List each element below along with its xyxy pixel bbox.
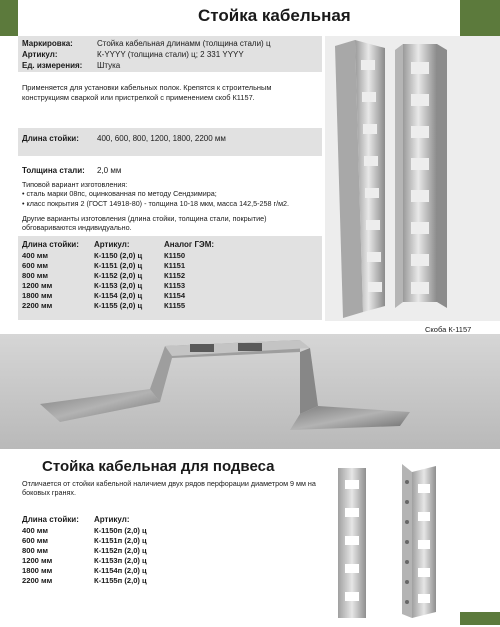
bracket-photo xyxy=(0,334,500,449)
cell-article: К-1150п (2,0) ц xyxy=(94,525,147,535)
table-row xyxy=(22,270,224,280)
cell-article: К-1154 (2,0) ц xyxy=(94,290,143,300)
cell-article: К-1153п (2,0) ц xyxy=(94,555,147,565)
spec-key-article: Артикул: xyxy=(22,50,58,59)
other-variants-text: Другие варианты изготовления (длина стойки, толщина стали, покрытие) обговариваются индивидуально. xyxy=(22,214,267,233)
cell-analog: К1151 xyxy=(164,260,186,270)
cell-length: 800 мм xyxy=(22,270,49,280)
cell-analog: К1153 xyxy=(164,280,186,290)
spec-key-unit: Ед. измерения: xyxy=(22,61,83,70)
cell-article: К-1153 (2,0) ц xyxy=(94,280,143,290)
page-title: Стойка кабельная xyxy=(198,6,351,25)
corner-accent-bottom xyxy=(460,612,500,625)
table-row xyxy=(22,250,224,260)
col-header-article: Артикул: xyxy=(94,240,130,249)
section2-description: Отличается от стойки кабельной наличием двух рядов перфорации диаметром 9 мм на боковых гранях. xyxy=(22,479,316,498)
table-row xyxy=(22,555,164,565)
section2-title: Стойка кабельная для подвеса xyxy=(42,458,275,475)
length-value: 400, 600, 800, 1200, 1800, 2200 мм xyxy=(97,134,226,143)
cell-article: К-1155 (2,0) ц xyxy=(94,300,143,310)
table-header-row xyxy=(22,239,224,250)
thickness-label: Толщина стали: xyxy=(22,166,85,175)
cell-article: К-1154п (2,0) ц xyxy=(94,565,147,575)
cell-length: 600 мм xyxy=(22,535,49,545)
table-row xyxy=(22,280,224,290)
cell-length: 2200 мм xyxy=(22,575,53,585)
typical-variant xyxy=(22,180,318,208)
cell-length: 600 мм xyxy=(22,260,49,270)
article-table xyxy=(22,239,224,310)
col-header-length: Длина стойки: xyxy=(22,515,79,524)
typical-heading: Типовой вариант изготовления: xyxy=(22,180,128,189)
cell-article: К-1152 (2,0) ц xyxy=(94,270,143,280)
cell-article: К-1151п (2,0) ц xyxy=(94,535,147,545)
table-row xyxy=(22,565,164,575)
cell-article: К-1151 (2,0) ц xyxy=(94,260,143,270)
table-header-row xyxy=(22,514,164,525)
cell-length: 1200 мм xyxy=(22,280,53,290)
cell-length: 1800 мм xyxy=(22,290,53,300)
spec-key-marking: Маркировка: xyxy=(22,39,73,48)
bracket-caption: Скоба К-1157 xyxy=(425,325,472,334)
cell-analog: К1152 xyxy=(164,270,186,280)
cell-length: 800 мм xyxy=(22,545,49,555)
cell-article: К-1150 (2,0) ц xyxy=(94,250,143,260)
length-label: Длина стойки: xyxy=(22,134,79,143)
cell-length: 400 мм xyxy=(22,525,49,535)
spec-value-unit: Штука xyxy=(97,61,121,70)
table-row xyxy=(22,535,164,545)
hanging-article-table xyxy=(22,514,164,585)
corner-accent-right xyxy=(460,0,500,36)
thickness-value: 2,0 мм xyxy=(97,166,122,175)
cell-length: 2200 мм xyxy=(22,300,53,310)
typical-item: • сталь марки 08пс, оцинкованная по методу Сендзимира; xyxy=(22,189,217,199)
table-row xyxy=(22,290,224,300)
cell-length: 1800 мм xyxy=(22,565,53,575)
col-header-analog: Аналог ГЭМ: xyxy=(164,240,215,249)
cell-length: 1200 мм xyxy=(22,555,53,565)
col-header-length: Длина стойки: xyxy=(22,240,79,249)
spec-value-marking: Стойка кабельная длинамм (толщина стали) ц xyxy=(97,39,271,48)
cell-length: 400 мм xyxy=(22,250,49,260)
cell-article: К-1152п (2,0) ц xyxy=(94,545,147,555)
cable-rack-photo xyxy=(325,36,500,321)
cell-analog: К1150 xyxy=(164,250,186,260)
spec-value-article: К-YYYY (толщина стали) ц; 2 331 YYYY xyxy=(97,50,244,59)
typical-item: • класс покрытия 2 (ГОСТ 14918-80) - толщина 10-18 мкм, масса 142,5-258 г/м2. xyxy=(22,198,290,208)
cell-analog: К1155 xyxy=(164,300,186,310)
cell-analog: К1154 xyxy=(164,290,186,300)
table-row xyxy=(22,575,164,585)
table-row xyxy=(22,300,224,310)
table-row xyxy=(22,525,164,535)
intro-text: Применяется для установки кабельных полок. Крепятся к строительным конструкциям сваркой или пристрелкой с применением скоб К1157. xyxy=(22,83,272,102)
col-header-article: Артикул: xyxy=(94,515,130,524)
corner-accent-left xyxy=(0,0,18,36)
table-row xyxy=(22,260,224,270)
hanging-rack-photo xyxy=(332,462,447,622)
table-row xyxy=(22,545,164,555)
cell-article: К-1155п (2,0) ц xyxy=(94,575,147,585)
